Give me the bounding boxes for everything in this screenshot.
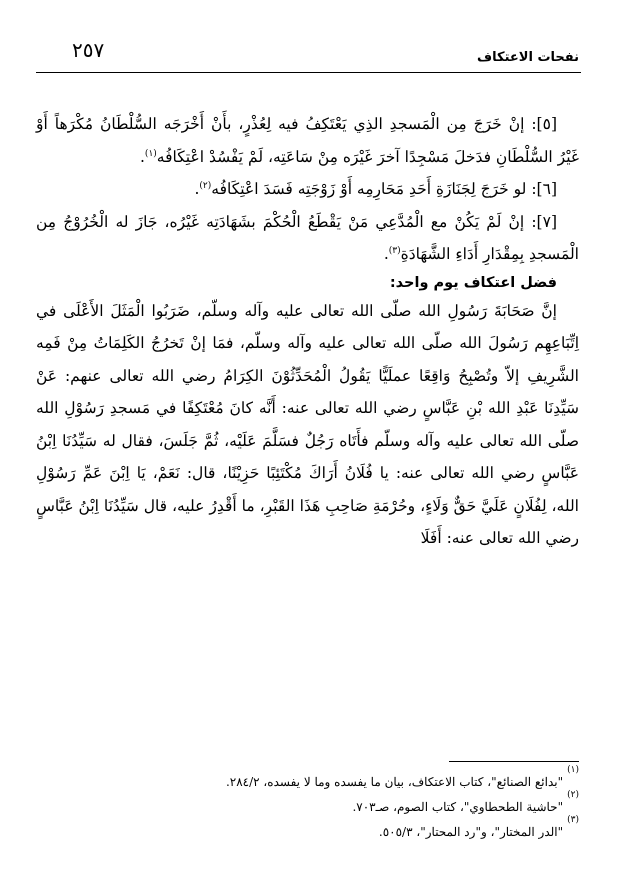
paragraph-text: : إنْ لَمْ يَكُنْ مع الْمُدَّعِي مَنْ يَقْطَعُ الْحُكْمَ بشَهَادَتِه غَيْرُه، جَازَ له الْخُرُوْجُ مِن الْمَسجدِ بِمِقْدَارِ أَدَاءِ الشَّهَادَةِ [36, 212, 579, 263]
footnote-marker: (٣) [567, 815, 579, 825]
paragraph-7: [٧]: إنْ لَمْ يَكُنْ مع الْمُدَّعِي مَنْ يَقْطَعُ الْحُكْمَ بشَهَادَتِه غَيْرُه، جَازَ له الْخُرُوْجُ مِن الْمَسجدِ بِمِقْدَارِ أَدَاءِ الشَّهَادَةِ$^{(٣)}$. [36, 212, 579, 263]
item-number: [٦] [536, 180, 557, 198]
paragraph-text: : إنْ خَرَجَ مِن الْمَسجدِ الذِي يَعْتَكِفُ فيه لِعُذْرٍ، بأَنْ أَخْرَجَه السُّلْطَانُ مُكْرَهاً أَوْ غَيْرُ السُّلْطَانِ فدَخلَ مَسْجِدًا آخرَ غَيْرَه مِنْ سَاعَتِه، لَمْ يَفْسُدْ اعْتِكَافُه [36, 115, 579, 166]
paragraph-5: [٥]: إنْ خَرَجَ مِن الْمَسجدِ الذِي يَعْتَكِفُ فيه لِعُذْرٍ، بأَنْ أَخْرَجَه السُّلْطَانُ مُكْرَهاً أَوْ غَيْرُ السُّلْطَانِ فدَخلَ مَسْجِدًا آخرَ غَيْرَه مِنْ سَاعَتِه، لَمْ يَفْسُدْ اعْتِكَافُه$^{(١)}$. [36, 115, 579, 166]
main-paragraph: إنَّ صَحَابَةَ رَسُولِ الله صلّى الله تعالى عليه وآله وسلّم، ضَرَبُوا الْمَثَلَ الأَعْلَى في اِتِّبَاعِهِم رَسُولَ الله صلّى الله تعالى عليه وآله وسلّم، فمَا إنْ تَخرُجُ الكَلِمَاتُ مِنْ فَمِه الشَّرِيفِ إلاّ وتُصْبِحُ وَاقِعًا عملَيًّا يَقُولُ الْمُحَدِّثُوْنَ الكِرَامُ رضي الله تعالى عنهم: عَنْ سَيِّدِنَا عَبْدِ الله بْنِ عَبَّاسٍ رضي الله تعالى عنه: أَنَّه كانَ مُعْتَكِفًا في مَسجدِ رَسُوْلِ الله صلّى الله تعالى عليه وآله وسلّم فأَتَاه رَجُلٌ فسَلَّمَ عَلَيْه، ثُمَّ جَلَسَ، فقال له سَيِّدُنَا اِبْنُ عَبَّاسٍ رضي الله تعالى عنه: يا فُلَانُ أَرَاكَ مُكْتَئِبًا حَزِيْنًا، قال: نَعَمْ، يَا اِبْنَ عَمِّ رَسُوْلِ الله، لِفُلَانٍ عَلَيَّ حَقٌّ وَلَاءٍ، وحُرْمَةِ صَاحِبِ هَذَا القَبْرِ، ما أَقْدِرُ عليه، قال سَيِّدُنَا اِبْنُ عَبَّاسٍ رضي الله تعالى عنه: أَفَلَا [36, 301, 579, 547]
section-heading: فضل اعتكاف يوم واحد: [389, 274, 557, 291]
page-number: ٢٥٧ [72, 38, 105, 62]
footnote-text: "حاشية الطحطاوي"، كتاب الصوم، صـ٧٠٣. [352, 800, 564, 814]
paragraph-6: [٦]: لو خَرَجَ لِجَنَازَةِ أَحَدِ مَحَارِمِه أَوْ زَوْجَتِه فَسَدَ اعْتِكَافُه$^{(٢)}$. [194, 180, 557, 198]
footnote-ref: (١) [144, 148, 157, 159]
header-rule [36, 72, 581, 73]
footnote-rule [449, 761, 579, 762]
footnote-2 [36, 790, 579, 820]
footnote-ref: (٢) [199, 180, 212, 191]
footnote-1 [36, 765, 579, 795]
paragraph-text: : لو خَرَجَ لِجَنَازَةِ أَحَدِ مَحَارِمِه أَوْ زَوْجَتِه فَسَدَ اعْتِكَافُه [211, 180, 537, 198]
running-title: نفحات الاعتكاف [477, 50, 579, 65]
item-number: [٥] [536, 115, 557, 133]
item-number: [٧] [536, 212, 557, 231]
footnote-marker: (١) [567, 765, 579, 775]
footnote-marker: (٢) [567, 790, 579, 800]
footnote-text: "بدائع الصنائع"، كتاب الاعتكاف، بيان ما يفسده وما لا يفسده، ٢٨٤/٢. [225, 775, 564, 789]
footnotes [36, 765, 579, 845]
footnote-text: "الدر المختار"، و"رد المحتار"، ٥٠٥/٣. [378, 825, 564, 839]
footnote-3 [36, 815, 579, 845]
body-text [36, 108, 579, 555]
footnote-ref: (٣) [388, 245, 401, 256]
